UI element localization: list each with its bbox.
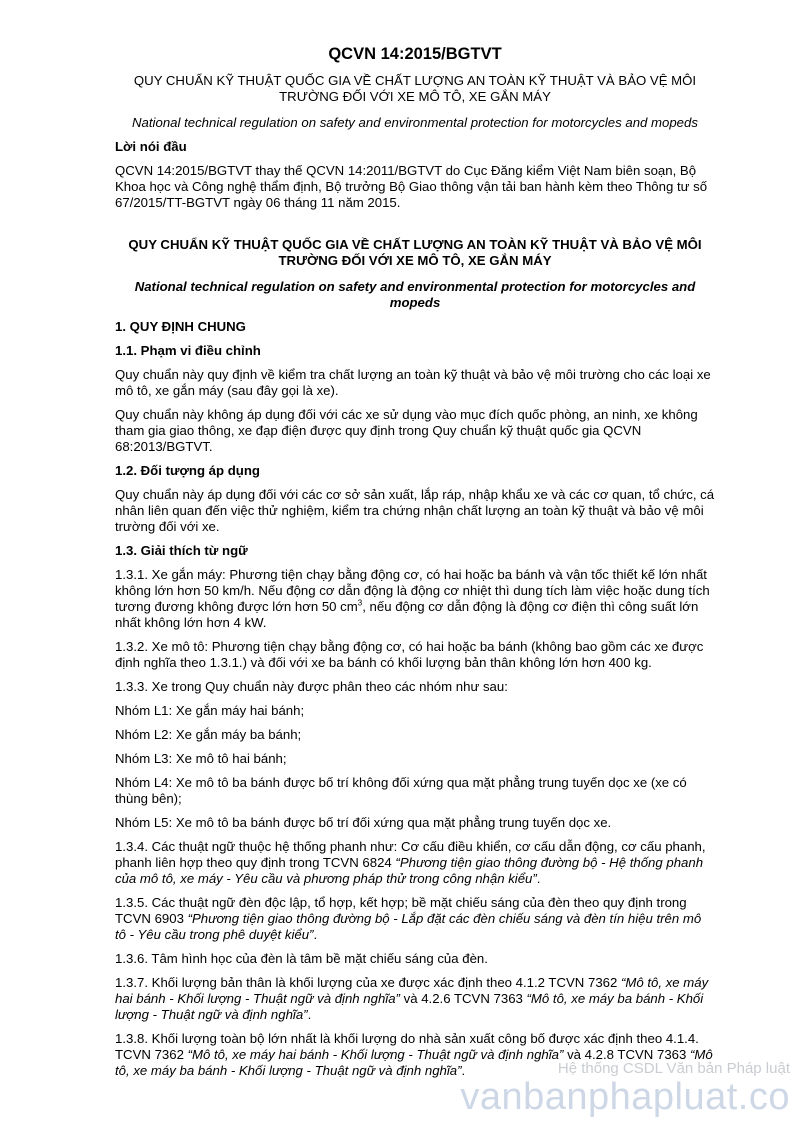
section-1-heading: 1. QUY ĐỊNH CHUNG [115, 319, 246, 334]
group-item: Nhóm L5: Xe mô tô ba bánh được bố trí đối xứng qua mặt phẳng trung tuyến dọc xe. [115, 815, 612, 830]
section-1-3-heading: 1.3. Giải thích từ ngữ [115, 543, 248, 558]
title-english-bold: National technical regulation on safety and environmental protection for motorcycles and mopeds [134, 279, 696, 310]
group-item: Nhóm L2: Xe gắn máy ba bánh; [115, 727, 302, 742]
definition-1-3-7: 1.3.7. Khối lượng bản thân là khối lượng của xe được xác định theo 4.1.2 TCVN 7362 “Mô tô, xe máy hai bánh - Khối lượng - Thuật ngữ và định nghĩa” và 4.2.6 TCVN 7363 “Mô tô, xe máy ba bánh - Khối lượng - Thuật ngữ và định nghĩa”. [115, 975, 709, 1022]
definition-1-3-3: 1.3.3. Xe trong Quy chuẩn này được phân theo các nhóm như sau: [115, 679, 508, 694]
definition-1-3-6: 1.3.6. Tâm hình học của đèn là tâm bề mặt chiếu sáng của đèn. [115, 951, 488, 966]
definition-1-3-4: 1.3.4. Các thuật ngữ thuộc hệ thống phanh như: Cơ cấu điều khiển, cơ cấu dẫn động, cơ cấu phanh, phanh liên hợp theo quy định trong TCVN 6824 “Phương tiện giao thông đường bộ - Hệ thống phanh của mô tô, xe máy - Yêu cầu và phương pháp thử trong công nhận kiểu”. [115, 839, 706, 886]
definition-1-3-2: 1.3.2. Xe mô tô: Phương tiện chạy bằng động cơ, có hai hoặc ba bánh (không bao gồm các xe được định nghĩa theo 1.3.1.) và đối với xe ba bánh có khối lượng bản thân không lớn hơn 400 kg. [115, 639, 704, 670]
definition-1-3-5: 1.3.5. Các thuật ngữ đèn độc lập, tổ hợp, kết hợp; bề mặt chiếu sáng của đèn theo quy định trong TCVN 6903 “Phương tiện giao thông đường bộ - Lắp đặt các đèn chiếu sáng và đèn tín hiệu trên mô tô - Yêu cầu trong phê duyệt kiểu”. [115, 895, 702, 942]
section-1-1-paragraph-2: Quy chuẩn này không áp dụng đối với các xe sử dụng vào mục đích quốc phòng, an ninh, xe không tham gia giao thông, xe đạp điện được quy định trong Quy chuẩn kỹ thuật quốc gia QCVN 68:2013/BGTVT. [115, 407, 698, 454]
section-1-2-paragraph-1: Quy chuẩn này áp dụng đối với các cơ sở sản xuất, lắp ráp, nhập khẩu xe và các cơ quan, tổ chức, cá nhân liên quan đến việc thử nghiệm, kiểm tra chứng nhận chất lượng an toàn kỹ thuật và bảo vệ môi trường đối với xe. [115, 487, 715, 534]
foreword-heading: Lời nói đầu [115, 139, 187, 154]
section-1-1-heading: 1.1. Phạm vi điều chỉnh [115, 343, 261, 358]
definition-1-3-8: 1.3.8. Khối lượng toàn bộ lớn nhất là khối lượng do nhà sản xuất công bố được xác định theo 4.1.4. TCVN 7362 “Mô tô, xe máy hai bánh - Khối lượng - Thuật ngữ và định nghĩa” và 4.2.8 TCVN 7363 “Mô tô, xe máy ba bánh - Khối lượng - Thuật ngữ và định nghĩa”. [115, 1031, 713, 1078]
document-code: QCVN 14:2015/BGTVT [328, 45, 502, 63]
watermark-site: vanbanphapluat.co [460, 1076, 790, 1118]
definition-1-3-1: 1.3.1. Xe gắn máy: Phương tiện chạy bằng động cơ, có hai hoặc ba bánh và vận tốc thiết kế lớn nhất không lớn hơn 50 km/h. Nếu động cơ dẫn động là động cơ nhiệt thì dung tích làm việc hoặc dung tích tương đương không được lớn hơn 50 $cm^3$, nếu động cơ dẫn động là động cơ điện thì công suất lớn nhất không lớn hơn 4 kW. [115, 567, 710, 630]
foreword-text: QCVN 14:2015/BGTVT thay thế QCVN 14:2011/BGTVT do Cục Đăng kiểm Việt Nam biên soạn, Bộ Khoa học và Công nghệ thẩm định, Bộ trưởng Bộ Giao thông vận tải ban hành kèm theo Thông tư số 67/2015/TT-BGTVT ngày 06 tháng 11 năm 2015. [115, 163, 708, 210]
watermark-caption: Hệ thống CSDL Văn bản Pháp luật [557, 1060, 790, 1077]
spacer [115, 219, 715, 237]
title-vietnamese-bold: QUY CHUẨN KỸ THUẬT QUỐC GIA VỀ CHẤT LƯỢNG AN TOÀN KỸ THUẬT VÀ BẢO VỆ MÔI TRƯỜNG ĐỐI VỚI XE MÔ TÔ, XE GẮN MÁY [128, 237, 702, 268]
section-1-2-heading: 1.2. Đối tượng áp dụng [115, 463, 260, 478]
title-vietnamese: QUY CHUẨN KỸ THUẬT QUỐC GIA VỀ CHẤT LƯỢNG AN TOÀN KỸ THUẬT VÀ BẢO VỆ MÔI TRƯỜNG ĐỐI VỚI XE MÔ TÔ, XE GẮN MÁY [133, 73, 697, 104]
group-item: Nhóm L1: Xe gắn máy hai bánh; [115, 703, 305, 718]
section-1-1-paragraph-1: Quy chuẩn này quy định về kiểm tra chất lượng an toàn kỹ thuật và bảo vệ môi trường cho các loại xe mô tô, xe gắn máy (sau đây gọi là xe). [115, 367, 711, 398]
title-english: National technical regulation on safety and environmental protection for motorcycles and mopeds [132, 115, 698, 130]
document-page [115, 44, 715, 1087]
group-item: Nhóm L3: Xe mô tô hai bánh; [115, 751, 287, 766]
group-item: Nhóm L4: Xe mô tô ba bánh được bố trí không đối xứng qua mặt phẳng trung tuyến dọc xe (xe có thùng bên); [115, 775, 687, 806]
